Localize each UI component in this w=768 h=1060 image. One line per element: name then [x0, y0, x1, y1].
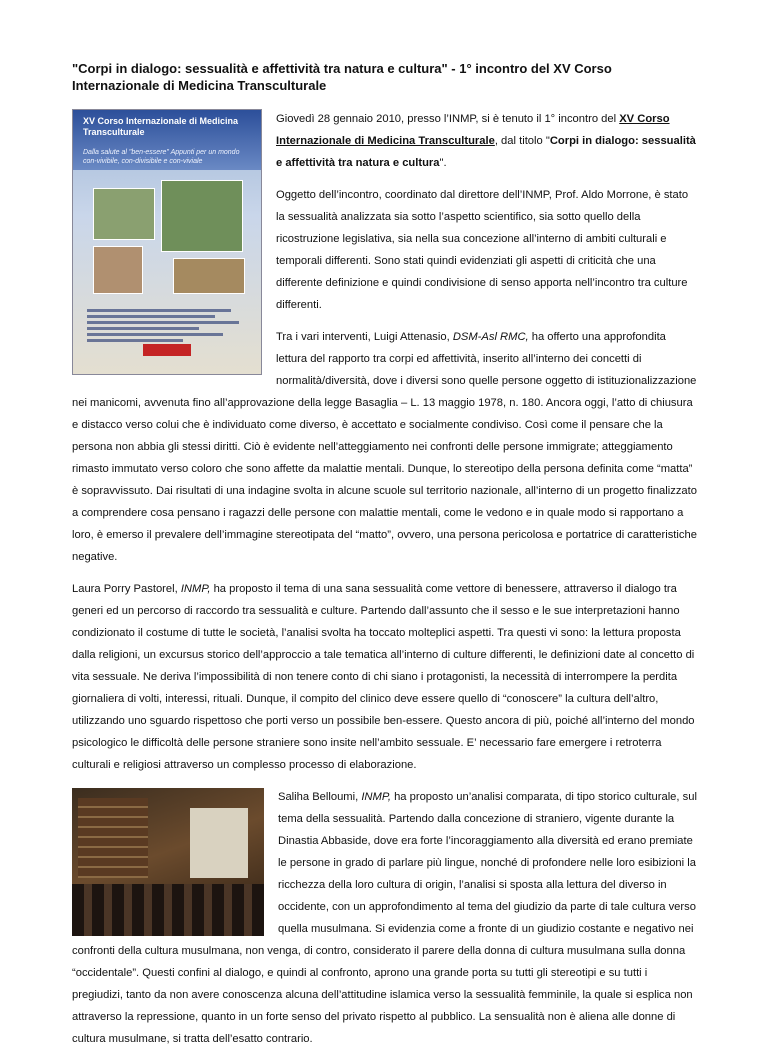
photo-bookshelf [78, 798, 148, 878]
intro-mid: , dal titolo " [494, 135, 550, 147]
pastorel-lead: Laura Porry Pastorel, [72, 583, 181, 595]
intro-lead: Giovedì 28 gennaio 2010, presso l’INMP, si è tenuto il 1° incontro del [276, 113, 620, 125]
conference-photo [72, 788, 264, 936]
belloumi-affiliation: INMP, [361, 791, 391, 803]
intro-title-bold: Corpi in dialogo: sessualità e affettività tra natura e cultura [276, 135, 696, 169]
poster-photo-2 [93, 246, 143, 294]
attenasio-lead: Tra i vari interventi, Luigi Attenasio, [276, 331, 453, 343]
course-poster-image [72, 109, 262, 375]
photo-projection-screen [190, 808, 248, 878]
paragraph-pastorel [72, 578, 698, 776]
poster-text-lines [87, 306, 247, 345]
poster-photo-3 [173, 258, 245, 294]
paragraph-topic: Oggetto dell’incontro, coordinato dal direttore dell’INMP, Prof. Aldo Morrone, è stato la sessualità analizzata sia sotto l’aspetto scientifico, sia sotto quello della ricostruzione legislativa, sia nella sua concezione all’interno di ambiti culturali e temporali differenti. Sono stati quindi evidenziati gli aspetti di criticità che una differente definizione e quindi condivisione di senso apporta nell’incontro tra culture differenti. [276, 189, 689, 311]
attenasio-affiliation: DSM-Asl RMC, [452, 331, 529, 343]
poster-photo-waterfall [161, 180, 243, 252]
pastorel-text: ha proposto il tema di una sana sessualità come vettore di benessere, attraverso il dialogo tra generi ed un percorso di raccordo tra sessualità e culture. Partendo dall’assunto che il sesso e le sue interpretazioni hanno condizionato il costume di tutte le società, l’analisi svolta ha toccato molteplici aspetti. Tra questi vi sono: la lettura proposta dalla religioni, un excursus storico dell’approccio a tale tematica all’interno di culture differenti, le definizioni date al concetto di vita sessuale. Ne deriva l’impossibilità di non tenere conto di chi siano i protagonisti, la necessità di interrompere la perdita giornaliera di volti, interessi, rituali. Dunque, il compito del clinico deve essere quello di “conoscere” la cultura dell’altro, utilizzando uno sguardo rispettoso che porti verso un possibile ben-essere. Questo ancora di più, poiché all’interno del mondo psicologico le difficoltà delle persone straniere sono insite nell’ambito sessuale. E’ necessario fare emergere i retroterra culturali e religiosi attraverso un complesso processo di elaborazione. [72, 583, 695, 771]
poster-heading: XV Corso Internazionale di Medicina Transculturale [83, 116, 239, 137]
belloumi-text: ha proposto un’analisi comparata, di tipo storico culturale, sul tema della sessualità. Partendo dalla concezione di straniero, vigente durante la Dinastia Abbaside, dove era forte l’incoraggiamento alla diversità ed erano premiate le persone in grado di parlare più lingue, nonché di profondere nelle loro esibizioni la ricchezza della loro cultura di origin, l’analisi si sposta alla lettura del diverso in occidente, con un approfondimento al tema del giudizio da parte di tale cultura verso quella musulmana. Si evidenzia come a fronte di un giudizio costante e negativo nei confronti della cultura musulmana, non venga, di contro, considerato il parere della donna di cultura musulmana sulla donna “occidentale”. Questi confini al dialogo, e quindi al confronto, aprono una grande porta su tutti gli stereotipi e su tutti i pregiudizi, tanto da non avere conoscenza alcuna dell’attitudine islamica verso la sessualità femminile, la quale si esplica non attraverso la repressione, quanto in un forte senso del privato rispetto al pubblico. La sensualità non è aliena alle donne di cultura musulmane, si tratta dell’esatto contrario. [72, 791, 697, 1045]
poster-subheading: Dalla salute al "ben-essere" Appunti per un mondo con-vivibile, con-divisibile e con-viviale [83, 149, 240, 165]
page-title: "Corpi in dialogo: sessualità e affettività tra natura e cultura" - 1° incontro del XV Corso Internazionale di Medicina Transculturale [72, 61, 612, 93]
attenasio-text: ha offerto una approfondita lettura del rapporto tra corpi ed affettività, inserito all’interno dei concetti di normalità/diversità, dove i diversi sono quelle persone oggetto di istituzionalizzazione nei manicomi, avvenuta fino all’approvazione della legge Basaglia – L. 13 maggio 1978, n. 180. Ancora oggi, l’atto di chiusura e distacco verso colui che è individuato come diverso, è accettato e socialmente condiviso. Così come il pensare che la persona non abbia gli stessi diritti. Ciò è evidente nell’atteggiamento nei confronti delle persone immigrate; atteggiamento rimasto immutato verso coloro che sono affette da malattie mentali. Dunque, lo stereotipo della persona definita come “matta” è sopravvissuto. Dai risultati di una indagine svolta in alcune scuole sul territorio nazionale, all’interno di un progetto finalizzato a comprendere cosa pensano i ragazzi delle persone con malattie mentali, come le vedono e in quale modo si rapportano a loro, è emerso il prevalere dell’immagine stereotipata del “matto”, ovvero, una persona pericolosa e portatrice di caratteristiche negative. [72, 331, 697, 563]
course-link[interactable]: XV Corso Internazionale di Medicina Transculturale [276, 113, 670, 147]
poster-logo [143, 344, 191, 356]
belloumi-lead: Saliha Belloumi, [278, 791, 362, 803]
photo-audience [72, 884, 264, 936]
pastorel-affiliation: INMP, [180, 583, 211, 595]
intro-end: ". [439, 157, 447, 169]
document-page [72, 60, 698, 1060]
poster-photo-1 [93, 188, 155, 240]
